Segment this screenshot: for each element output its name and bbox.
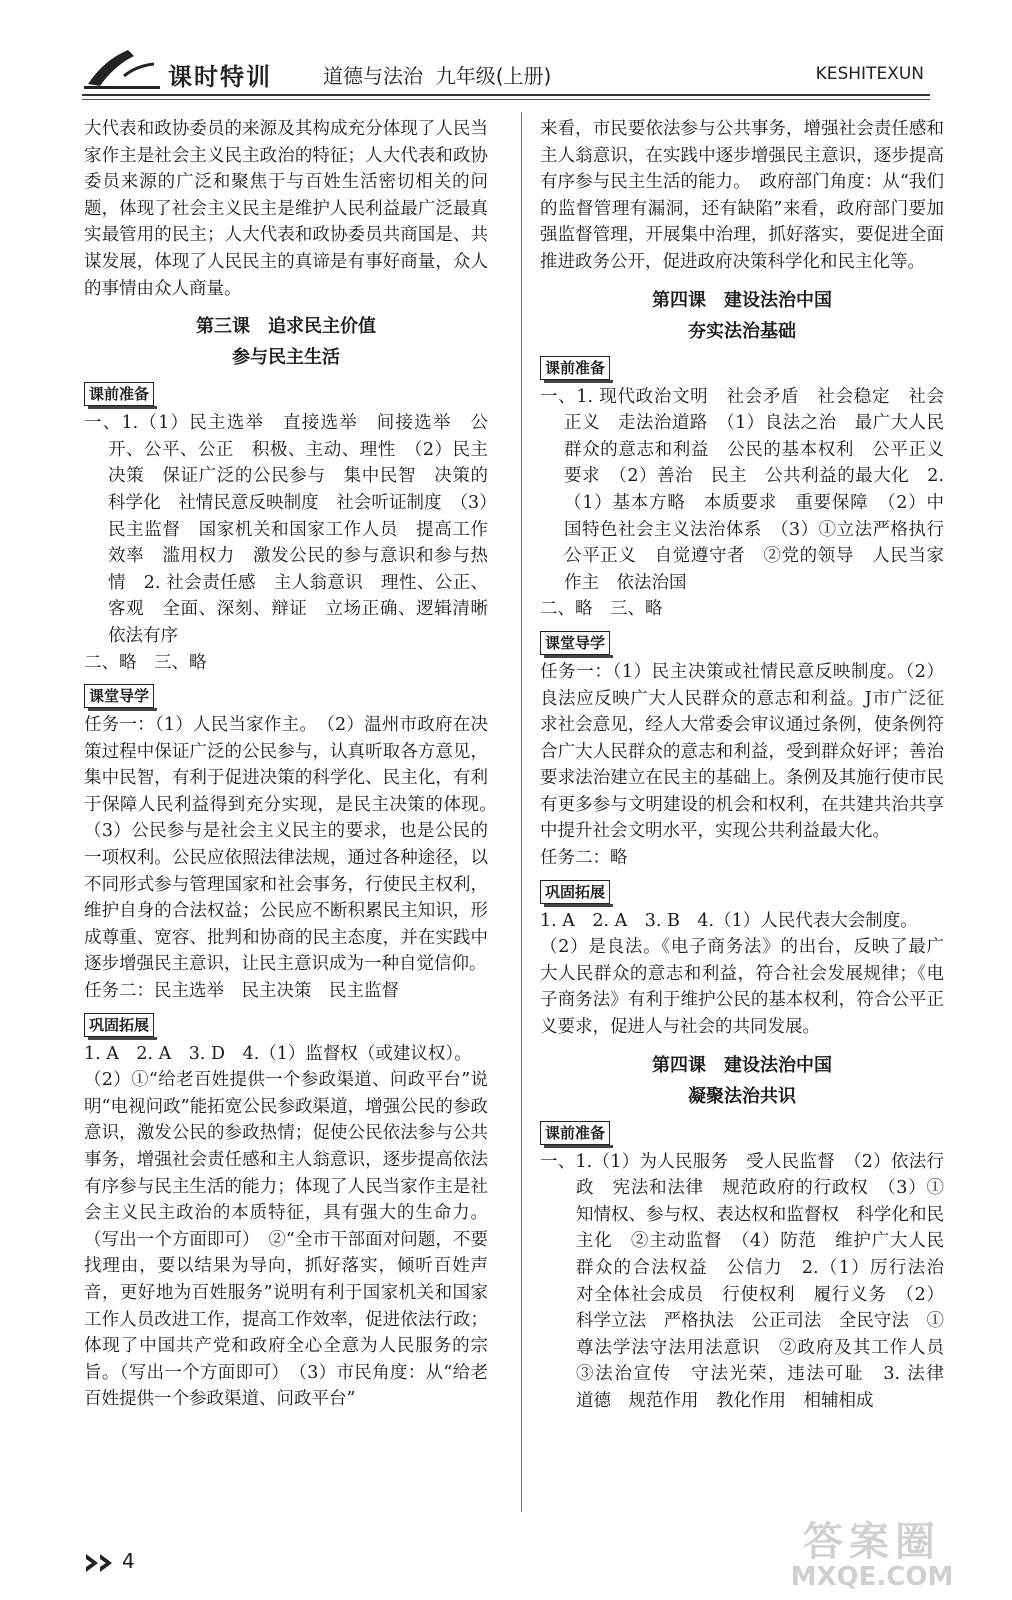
answer-line: 二、略 三、略 (540, 599, 663, 620)
section-badge: 课堂导学 (540, 631, 610, 655)
answer-block: （2）是良法。《电子商务法》的出台，反映了最广大人民群众的意志和利益，符合社会发展规律；《电子商务法》有利于维护公民的基本权利，符合公平正义要求，促进人与社会的共同发展。 (540, 937, 944, 1038)
section-badge: 课前准备 (84, 382, 154, 406)
answer-block: 一、1.（1）民主选举 直接选举 间接选举 公开、公平、公正 积极、主动、理性 （2）民主决策 保证广泛的公民参与 集中民智 决策的科学化 社情民意反映制度 社会听证制度 （3）民主监督 国家机关和国家工作人员 提高工作效率 滥用权力 激发公民的参与意识和参与热情 2. 社会责任感 主人翁意识 理性、公正、客观 全面、深刻、辩证 立场正确、逻辑清晰 依法有序 (84, 413, 506, 646)
watermark (762, 1510, 982, 1596)
subject-title: 道德与法治 九年级(上册) (323, 64, 552, 88)
watermark-url: MXQE.COM (790, 1562, 954, 1592)
column-divider (521, 112, 522, 1512)
answer-block: 一、1.（1）为人民服务 受人民监督 （2）依法行政 宪法和法律 规范政府的行政权 （3）①知情权、参与权、表达权和监督权 科学化和民主化 ②主动监督 （4）防范 维护广大人民群众的合法权益 公信力 2.（1）厉行法治 对全体社会成员 行使权利 履行义务 （2）科学立法 严格执法 公正司法 全民守法 ①尊法学法守法用法意识 ②政府及其工作人员 ③法治宣传 守法光荣，违法可耻 3. 法律 道德 规范作用 教化作用 相辅相成 (540, 1151, 962, 1411)
answer-line: 任务二：民主选举 民主决策 民主监督 (84, 981, 399, 1002)
paragraph: 大代表和政协委员的来源及其构成充分体现了人民当家作主是社会主义民主政治的特征；人大代表和政协委员来源的广泛和聚焦于与百姓生活密切相关的问题，体现了社会主义民主是维护人民利益最广泛最真实最管用的民主；人大代表和政协委员共商国是、共谋发展，体现了人民民主的真谛是有事好商量，众人的事情由众人商量。 (84, 119, 488, 299)
section-badge: 课前准备 (540, 1121, 610, 1145)
answer-line: 1. A 2. A 3. D 4.（1）监督权（或建议权）。 (84, 1043, 472, 1064)
section-badge: 巩固拓展 (540, 880, 610, 904)
section-badge: 课堂导学 (84, 684, 154, 708)
answer-line: 任务二：略 (540, 848, 628, 869)
paragraph: 来看，市民要依法参与公共事务，增强社会责任感和主人翁意识，在实践中逐步增强民主意识，逐步提高有序参与民主生活的能力。 政府部门角度：从“我们的监督管理有漏洞，还有缺陷”来看，政府部门要加强监督管理，开展集中治理，抓好落实，要促进全面推进政务公开，促进政府决策科学化和民主化等。 (540, 119, 944, 272)
answer-line: 1. A 2. A 3. B 4.（1）人民代表大会制度。 (540, 910, 918, 931)
double-chevron-icon (84, 1552, 118, 1574)
header-rule (82, 94, 930, 96)
section-title: 凝聚法治共识 (688, 1085, 796, 1107)
section-title: 夯实法治基础 (688, 320, 796, 342)
answer-line: 二、略 三、略 (84, 652, 207, 673)
left-column (84, 116, 506, 1413)
header-rule-thin (82, 99, 930, 100)
answer-block: 任务一：（1）人民当家作主。 （2）温州市政府在决策过程中保证广泛的公民参与，认真听取各方意见，集中民智，有利于促进决策的科学化、民主化，有利于保障人民利益得到充分实现，是民主决策的体现。 （3）公民参与是社会主义民主的要求，也是公民的一项权利。公民应依照法律法规，通过各种途径，以不同形式参与管理国家和社会事务，行使民主权利，维护自身的合法权益；公民应不断积累民主知识，形成尊重、宽容、批判和协商的民主态度，并在实践中逐步增强民主意识，让民主意识成为一种自觉信仰。 (84, 715, 506, 975)
answer-block: 一、1. 现代政治文明 社会矛盾 社会稳定 社会正义 走法治道路 （1）良法之治 最广大人民群众的意志和利益 公民的基本权利 公平正义要求 （2）善治 民主 公共利益的最大化 2.（1）基本方略 本质要求 重要保障 （2）中国特色社会主义法治体系 （3）①立法严格执行 公平正义 自觉遵守者 ②党的领导 人民当家作主 依法治国 (540, 386, 962, 593)
section-title: 参与民主生活 (232, 347, 340, 369)
lesson-title: 第四课 建设法治中国 (652, 289, 832, 311)
brand-label: KESHITEXUN (815, 64, 924, 84)
right-column (540, 116, 962, 1415)
watermark-logo: 答案圈 (803, 1519, 941, 1565)
section-badge: 课前准备 (540, 356, 610, 380)
page-number: 4 (122, 1549, 135, 1573)
answer-block: （2）①“给老百姓提供一个参政渠道、问政平台”说明“电视问政”能拓宽公民参政渠道，增强公民的参政意识，激发公民的参政热情；促使公民依法参与公共事务，增强社会责任感和主人翁意识，逐步提高依法有序参与民主生活的能力；体现了人民当家作主是社会主义民主政治的本质特征，具有强大的生命力。（写出一个方面即可） ②“全市干部面对问题，不要找理由，要以结果为导向，抓好落实，倾听百姓声音，更好地为百姓服务”说明有利于国家机关和国家工作人员改进工作，提高工作效率，促进依法行政；体现了中国共产党和政府全心全意为人民服务的宗旨。（写出一个方面即可） （3）市民角度：从“给老百姓提供一个参政渠道、问政平台” (84, 1070, 488, 1410)
section-badge: 巩固拓展 (84, 1013, 154, 1037)
answer-block: 任务一：（1）民主决策或社情民意反映制度。（2）良法应反映广大人民群众的意志和利益。J市广泛征求社会意见，经人大常委会审议通过条例，使条例符合广大人民群众的意志和利益，受到群众好评；善治要求法治建立在民主的基础上。条例及其施行使市民有更多参与文明建设的机会和权利，在共建共治共享中提升社会文明水平，实现公共利益最大化。 (540, 661, 944, 842)
series-title: 课时特训 (168, 63, 272, 91)
lesson-title: 第三课 追求民主价值 (196, 316, 376, 338)
page-header (0, 0, 1012, 100)
lesson-title: 第四课 建设法治中国 (652, 1054, 832, 1076)
